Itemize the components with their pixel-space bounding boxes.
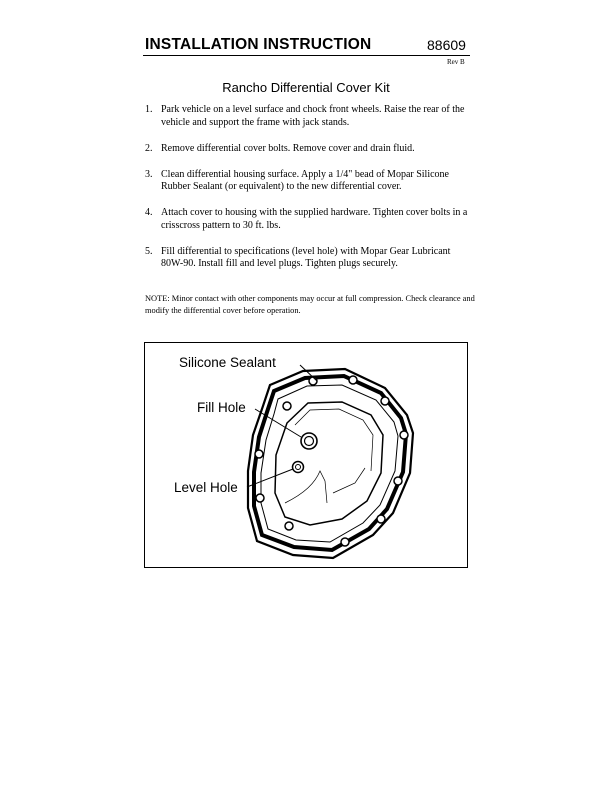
bolt-icon bbox=[341, 538, 349, 546]
revision-label: Rev B bbox=[447, 58, 465, 66]
step-text: Remove differential cover bolts. Remove cover and drain fluid. bbox=[161, 142, 415, 154]
bolt-icon bbox=[309, 377, 317, 385]
step-item bbox=[145, 169, 475, 194]
bolt-icon bbox=[285, 522, 293, 530]
step-text: Clean differential housing surface. Apply a 1/4" bead of Mopar Silicone Rubber Sealant (or equivalent) to the new differential cover. bbox=[161, 168, 449, 192]
bolt-icon bbox=[349, 376, 357, 384]
note-paragraph: NOTE: Minor contact with other components may occur at full compression. Check clearance and modify the differential cover before operation. bbox=[145, 294, 475, 315]
step-list bbox=[145, 104, 475, 284]
bolt-icon bbox=[283, 402, 291, 410]
bolt-icon bbox=[381, 397, 389, 405]
fill-hole-callout: Fill Hole bbox=[197, 400, 246, 415]
step-item bbox=[145, 143, 475, 156]
step-item bbox=[145, 104, 475, 129]
step-number: 1. bbox=[145, 104, 153, 115]
step-number: 2. bbox=[145, 142, 153, 154]
level-hole-callout: Level Hole bbox=[174, 480, 238, 495]
step-number: 5. bbox=[145, 245, 153, 257]
bolt-icon bbox=[377, 515, 385, 523]
step-item bbox=[145, 246, 475, 271]
bolt-icon bbox=[256, 494, 264, 502]
level-hole-plug-icon bbox=[293, 462, 304, 473]
document-title: Rancho Differential Cover Kit bbox=[222, 80, 390, 95]
bolt-icon bbox=[400, 431, 408, 439]
sealant-callout: Silicone Sealant bbox=[179, 355, 276, 370]
fill-hole-plug-icon bbox=[301, 433, 317, 449]
document-number: 88609 bbox=[427, 37, 466, 53]
step-text: Attach cover to housing with the supplied hardware. Tighten cover bolts in a crisscross pattern to 30 ft. lbs. bbox=[161, 207, 468, 231]
step-text: Park vehicle on a level surface and chock front wheels. Raise the rear of the vehicle and support the frame with jack stands. bbox=[161, 104, 465, 128]
step-number: 4. bbox=[145, 207, 153, 218]
step-item bbox=[145, 207, 475, 232]
differential-cover-drawing bbox=[145, 343, 469, 569]
header-title: INSTALLATION INSTRUCTION bbox=[145, 36, 372, 53]
differential-cover-figure bbox=[144, 342, 468, 568]
header-divider bbox=[143, 55, 470, 56]
bolt-icon bbox=[255, 450, 263, 458]
step-number: 3. bbox=[145, 168, 153, 180]
bolt-icon bbox=[394, 477, 402, 485]
step-text: Fill differential to specifications (level hole) with Mopar Gear Lubricant 80W-90. Install fill and level plugs. Tighten plugs securely. bbox=[161, 245, 451, 269]
